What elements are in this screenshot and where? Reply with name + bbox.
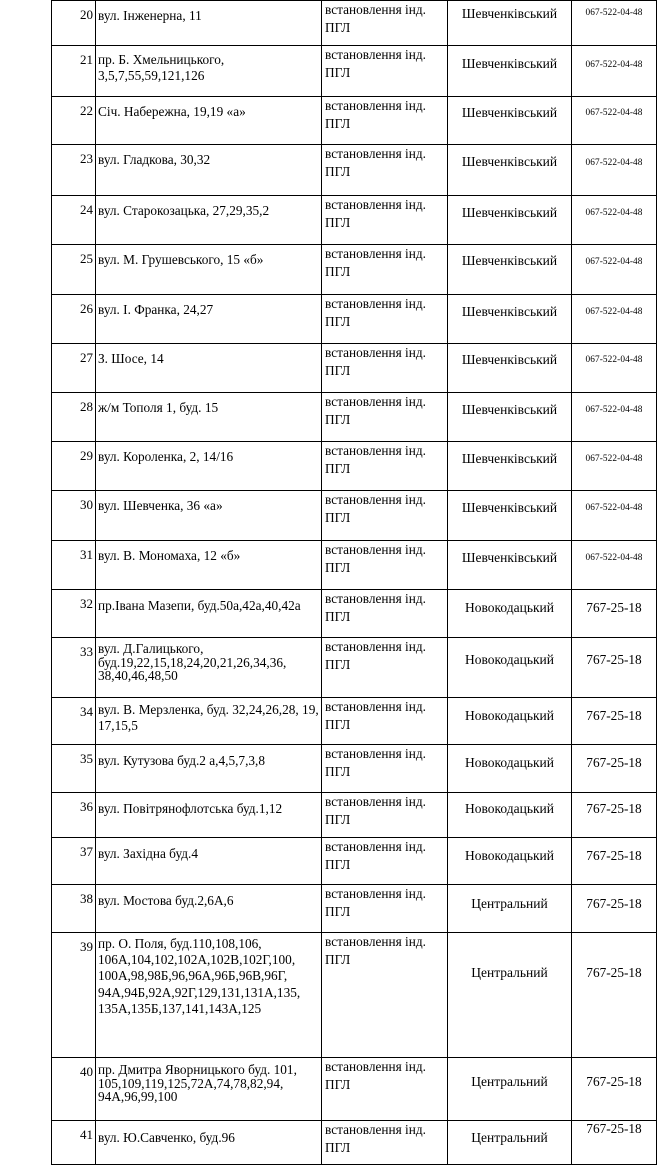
district-cell: Центральний [448, 1058, 572, 1121]
row-number: 23 [52, 145, 96, 196]
table-row [52, 933, 657, 1058]
row-number: 30 [52, 491, 96, 541]
phone-cell: 067-522-04-48 [572, 393, 657, 442]
district-cell: Новокодацький [448, 590, 572, 638]
work-type-cell: встановлення інд. ПГЛ [322, 1058, 448, 1121]
district-cell: Новокодацький [448, 698, 572, 745]
address-cell: вул. В. Мономаха, 12 «б» [96, 541, 322, 590]
phone-cell: 067-522-04-48 [572, 295, 657, 344]
table-body [52, 1, 657, 1165]
district-cell: Шевченківський [448, 245, 572, 295]
table-row [52, 295, 657, 344]
work-type-cell: встановлення інд. ПГЛ [322, 541, 448, 590]
address-cell: вул. Повітрянофлотська буд.1,12 [96, 793, 322, 838]
row-number: 38 [52, 885, 96, 933]
phone-cell: 767-25-18 [572, 838, 657, 885]
district-cell: Шевченківський [448, 442, 572, 491]
address-cell: пр. Дмитра Яворницького буд. 101, 105,109,119,125,72А,74,78,82,94, 94А,96,99,100 [96, 1058, 322, 1121]
work-type-cell: встановлення інд. ПГЛ [322, 698, 448, 745]
phone-cell: 067-522-04-48 [572, 145, 657, 196]
district-cell: Шевченківський [448, 1, 572, 46]
table-row [52, 590, 657, 638]
work-type-cell: встановлення інд. ПГЛ [322, 46, 448, 97]
phone-cell: 067-522-04-48 [572, 491, 657, 541]
table-row [52, 638, 657, 698]
address-cell: пр. О. Поля, буд.110,108,106, 106А,104,102,102А,102В,102Г,100, 100А,98,98Б,96,96А,96Б,96В,96Г, 94А,94Б,92А,92Г,129,131,131А,135, 135А,135Б,137,141,143А,125 [96, 933, 322, 1058]
work-type-cell: встановлення інд. ПГЛ [322, 1, 448, 46]
work-type-cell: встановлення інд. ПГЛ [322, 393, 448, 442]
phone-cell: 767-25-18 [572, 590, 657, 638]
district-cell: Шевченківський [448, 196, 572, 245]
row-number: 27 [52, 344, 96, 393]
work-type-cell: встановлення інд. ПГЛ [322, 745, 448, 793]
district-cell: Шевченківський [448, 46, 572, 97]
phone-cell: 767-25-18 [572, 638, 657, 698]
district-cell: Шевченківський [448, 393, 572, 442]
district-cell: Центральний [448, 933, 572, 1058]
work-type-cell: встановлення інд. ПГЛ [322, 638, 448, 698]
address-cell: пр.Івана Мазепи, буд.50а,42а,40,42а [96, 590, 322, 638]
work-type-cell: встановлення інд. ПГЛ [322, 145, 448, 196]
table-row [52, 793, 657, 838]
district-cell: Новокодацький [448, 838, 572, 885]
work-type-cell: встановлення інд. ПГЛ [322, 295, 448, 344]
phone-cell: 767-25-18 [572, 885, 657, 933]
row-number: 21 [52, 46, 96, 97]
table-row [52, 393, 657, 442]
address-cell: вул. І. Франка, 24,27 [96, 295, 322, 344]
table-row [52, 1, 657, 46]
address-cell: вул. Гладкова, 30,32 [96, 145, 322, 196]
district-cell: Шевченківський [448, 295, 572, 344]
phone-cell: 067-522-04-48 [572, 46, 657, 97]
phone-cell: 767-25-18 [572, 745, 657, 793]
work-type-cell: встановлення інд. ПГЛ [322, 590, 448, 638]
district-cell: Новокодацький [448, 638, 572, 698]
table-row [52, 245, 657, 295]
table-row [52, 46, 657, 97]
address-cell: вул. Мостова буд.2,6А,6 [96, 885, 322, 933]
table-row [52, 541, 657, 590]
address-cell: вул. Шевченка, 36 «а» [96, 491, 322, 541]
table-row [52, 145, 657, 196]
address-cell: вул. Західна буд.4 [96, 838, 322, 885]
row-number: 41 [52, 1121, 96, 1165]
work-type-cell: встановлення інд. ПГЛ [322, 344, 448, 393]
phone-cell: 067-522-04-48 [572, 97, 657, 145]
address-cell: вул. М. Грушевського, 15 «б» [96, 245, 322, 295]
row-number: 33 [52, 638, 96, 698]
table-row [52, 698, 657, 745]
table-row [52, 1121, 657, 1165]
row-number: 25 [52, 245, 96, 295]
row-number: 26 [52, 295, 96, 344]
address-cell: вул. Інженерна, 11 [96, 1, 322, 46]
phone-cell: 067-522-04-48 [572, 442, 657, 491]
table-row [52, 745, 657, 793]
row-number: 29 [52, 442, 96, 491]
district-cell: Центральний [448, 885, 572, 933]
row-number: 32 [52, 590, 96, 638]
address-cell: вул. Кутузова буд.2 а,4,5,7,3,8 [96, 745, 322, 793]
work-type-cell: встановлення інд. ПГЛ [322, 491, 448, 541]
table-row [52, 885, 657, 933]
row-number: 24 [52, 196, 96, 245]
district-cell: Шевченківський [448, 541, 572, 590]
work-type-cell: встановлення інд. ПГЛ [322, 838, 448, 885]
table-row [52, 196, 657, 245]
district-cell: Шевченківський [448, 491, 572, 541]
address-cell: Січ. Набережна, 19,19 «а» [96, 97, 322, 145]
table-row [52, 97, 657, 145]
work-type-cell: встановлення інд. ПГЛ [322, 196, 448, 245]
row-number: 40 [52, 1058, 96, 1121]
row-number: 20 [52, 1, 96, 46]
phone-cell: 767-25-18 [572, 1121, 657, 1165]
district-cell: Новокодацький [448, 793, 572, 838]
row-number: 28 [52, 393, 96, 442]
address-cell: ж/м Тополя 1, буд. 15 [96, 393, 322, 442]
table-row [52, 491, 657, 541]
row-number: 37 [52, 838, 96, 885]
phone-cell: 767-25-18 [572, 698, 657, 745]
phone-cell: 067-522-04-48 [572, 245, 657, 295]
phone-cell: 067-522-04-48 [572, 196, 657, 245]
district-cell: Шевченківський [448, 344, 572, 393]
work-type-cell: встановлення інд. ПГЛ [322, 442, 448, 491]
row-number: 34 [52, 698, 96, 745]
table-row [52, 1058, 657, 1121]
phone-cell: 067-522-04-48 [572, 541, 657, 590]
row-number: 36 [52, 793, 96, 838]
table-row [52, 838, 657, 885]
address-cell: З. Шосе, 14 [96, 344, 322, 393]
work-type-cell: встановлення інд. ПГЛ [322, 793, 448, 838]
address-cell: вул. Короленка, 2, 14/16 [96, 442, 322, 491]
phone-cell: 067-522-04-48 [572, 344, 657, 393]
table-row [52, 442, 657, 491]
address-cell: вул. Д.Галицького, буд.19,22,15,18,24,20,21,26,34,36, 38,40,46,48,50 [96, 638, 322, 698]
schedule-table [51, 0, 657, 1165]
district-cell: Шевченківський [448, 145, 572, 196]
phone-cell: 767-25-18 [572, 1058, 657, 1121]
address-cell: вул. Старокозацька, 27,29,35,2 [96, 196, 322, 245]
work-type-cell: встановлення інд. ПГЛ [322, 97, 448, 145]
table-row [52, 344, 657, 393]
phone-cell: 067-522-04-48 [572, 1, 657, 46]
row-number: 22 [52, 97, 96, 145]
work-type-cell: встановлення інд. ПГЛ [322, 933, 448, 1058]
address-cell: вул. В. Мерзленка, буд. 32,24,26,28, 19, 17,15,5 [96, 698, 322, 745]
address-cell: пр. Б. Хмельницького, 3,5,7,55,59,121,126 [96, 46, 322, 97]
work-type-cell: встановлення інд. ПГЛ [322, 245, 448, 295]
row-number: 31 [52, 541, 96, 590]
work-type-cell: встановлення інд. ПГЛ [322, 885, 448, 933]
address-cell: вул. Ю.Савченко, буд.96 [96, 1121, 322, 1165]
district-cell: Новокодацький [448, 745, 572, 793]
row-number: 35 [52, 745, 96, 793]
district-cell: Шевченківський [448, 97, 572, 145]
phone-cell: 767-25-18 [572, 793, 657, 838]
work-type-cell: встановлення інд. ПГЛ [322, 1121, 448, 1165]
row-number: 39 [52, 933, 96, 1058]
phone-cell: 767-25-18 [572, 933, 657, 1058]
district-cell: Центральний [448, 1121, 572, 1165]
